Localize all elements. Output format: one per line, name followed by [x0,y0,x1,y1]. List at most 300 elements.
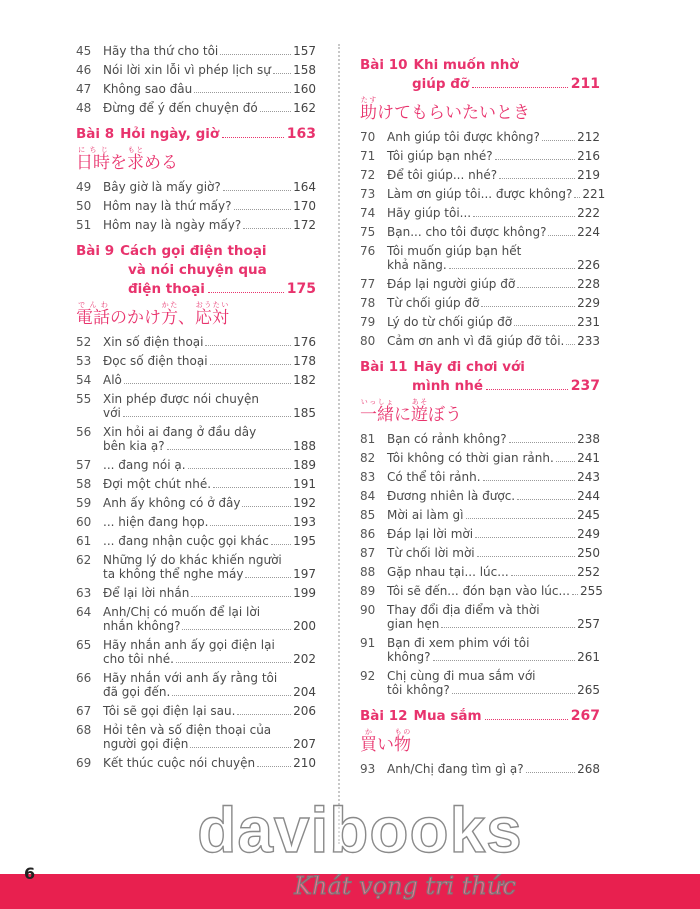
entry-number: 78 [360,296,376,310]
entry-page: 231 [577,315,600,329]
entry-body [387,603,600,631]
entry-title: Hãy giúp tôi... [387,206,472,220]
entry-line [387,683,600,697]
toc-entry[interactable] [76,335,316,349]
entry-number: 47 [76,82,92,96]
toc-entry[interactable] [360,527,600,541]
toc-entry[interactable] [360,669,600,697]
toc-entry[interactable] [76,723,316,751]
entry-title: Mời ai làm gì [387,508,464,522]
entry-number: 45 [76,44,92,58]
dot-leader [191,596,291,597]
entry-page: 221 [582,187,606,201]
entry-body [387,149,600,163]
entry-title: Từ chối lời mời [387,546,475,560]
lesson-heading-line [360,377,600,396]
furigana: もの [394,728,411,736]
toc-entry[interactable] [360,508,600,522]
entry-title-continued: cho tôi nhé. [103,652,174,666]
entry-title: Gặp nhau tại... lúc... [387,565,509,579]
toc-entry[interactable] [360,225,600,239]
dot-leader [213,487,291,488]
furigana: もと [127,146,144,154]
entry-page: 261 [577,650,600,664]
entry-title-continued: khả năng. [387,258,447,272]
entry-page: 244 [577,489,600,503]
toc-entry[interactable] [76,180,316,194]
entry-number: 77 [360,277,376,291]
dot-leader [472,87,568,88]
entry-page: 176 [293,335,316,349]
toc-entry[interactable] [360,565,600,579]
entry-number: 80 [360,334,376,348]
entry-title: Đương nhiên là được. [387,489,516,503]
toc-entry[interactable] [360,187,606,201]
toc-entry[interactable] [360,206,600,220]
japanese-segment: ぼう [428,405,462,425]
entry-body [387,527,600,541]
entry-title: Hãy nhắn với anh ấy rằng tôi [103,671,278,685]
entry-line [387,489,600,503]
japanese-segment [360,728,377,755]
entry-line [387,617,600,631]
entry-body [387,508,600,522]
entry-line [103,477,316,491]
entry-body [387,225,600,239]
toc-entry[interactable] [76,63,316,77]
toc-entry[interactable] [360,584,603,598]
entry-line [387,508,600,522]
dot-leader [220,54,291,55]
watermark-slogan: Khát vọng tri thức [294,872,516,900]
entry-title: Tôi giúp bạn nhé? [387,149,493,163]
dot-leader [495,159,576,160]
toc-entry[interactable] [76,392,316,420]
entry-page: 252 [577,565,600,579]
dot-leader [123,416,291,417]
japanese-base: 物 [394,735,411,755]
toc-entry[interactable] [360,432,600,446]
lesson-page: 237 [570,378,600,394]
japanese-segment [127,146,144,173]
entry-body [387,432,600,446]
entry-number: 66 [76,671,92,685]
entry-line [103,180,316,194]
toc-entry[interactable] [76,218,316,232]
entry-body [387,130,600,144]
entry-title: Xin hỏi ai đang ở đầu dây [103,425,257,439]
toc-entry[interactable] [360,149,600,163]
entry-number: 74 [360,206,376,220]
entry-body [387,636,600,664]
entry-line [387,470,600,484]
dot-leader [526,772,575,773]
toc-entry[interactable] [360,168,600,182]
entry-body [103,218,316,232]
furigana: おうたい [195,301,229,309]
toc-entry[interactable] [76,199,316,213]
toc-entry[interactable] [76,553,316,581]
toc-entry[interactable] [76,373,316,387]
toc-entry[interactable] [360,130,600,144]
dot-leader [517,287,575,288]
entry-body [103,586,316,600]
entry-page: 226 [577,258,600,272]
entry-title-continued: người gọi điện [103,737,189,751]
lesson-japanese-title [360,398,600,426]
toc-entry[interactable] [76,44,316,58]
japanese-segment [161,301,178,328]
entry-body [103,638,316,666]
japanese-segment: のかけ [110,308,161,328]
entry-line [387,650,600,664]
entry-title-continued: nhắn không? [103,619,181,633]
lesson-heading[interactable] [360,56,600,94]
toc-entry[interactable] [360,451,600,465]
lesson-heading-line [360,75,600,94]
entry-number: 49 [76,180,92,194]
dot-leader [182,629,291,630]
lesson-heading[interactable] [360,358,600,396]
entry-line [103,458,316,472]
entry-body [103,723,316,751]
entry-number: 89 [360,584,376,598]
japanese-segment: い [377,735,394,755]
japanese-segment: 、 [178,308,195,328]
entry-line [103,567,316,581]
japanese-base: 買 [360,735,377,755]
entry-page: 185 [293,406,316,420]
entry-title-continued: đã gọi đến. [103,685,171,699]
entry-line [103,63,316,77]
toc-entry[interactable] [76,586,316,600]
dot-leader [222,137,284,138]
entry-body [103,101,316,115]
entry-title: Làm ơn giúp tôi... được không? [387,187,573,201]
toc-entry[interactable] [76,704,316,718]
japanese-segment: に [394,405,411,425]
dot-leader [194,92,291,93]
dot-leader [167,449,292,450]
japanese-segment [360,96,377,123]
entry-title: Hôm nay là thứ mấy? [103,199,232,213]
entry-title: Lý do từ chối giúp đỡ [387,315,513,329]
entry-page: 164 [293,180,316,194]
japanese-segment: める [144,153,178,173]
entry-body [387,244,600,272]
entry-number: 73 [360,187,376,201]
entry-body [103,392,316,420]
entry-line [103,354,316,368]
entry-title: Đợi một chút nhé. [103,477,212,491]
toc-entry[interactable] [76,496,316,510]
entry-number: 52 [76,335,92,349]
entry-number: 63 [76,586,92,600]
dot-leader [190,747,291,748]
lesson-heading[interactable] [76,242,316,299]
entry-line [103,685,316,699]
lesson-page: 163 [286,126,316,142]
toc-entry[interactable] [360,470,600,484]
japanese-base: 求 [127,153,144,173]
toc-entry[interactable] [76,605,316,633]
entry-line [103,44,316,58]
japanese-base: 電話 [76,308,110,328]
entry-number: 86 [360,527,376,541]
toc-entry[interactable] [76,638,316,666]
dot-leader [517,499,575,500]
dot-leader [172,695,291,696]
toc-entry[interactable] [76,425,316,453]
lesson-title-continued: điện thoại [128,281,205,297]
entry-line [103,534,316,548]
entry-body [103,534,316,548]
entry-title: Có thể tôi rảnh. [387,470,481,484]
entry-title: Anh/Chị có muốn để lại lời [103,605,261,619]
entry-body [103,425,316,453]
entry-page: 268 [577,762,600,776]
entry-line [387,527,600,541]
entry-title: Đáp lại lời mời [387,527,474,541]
entry-page: 243 [577,470,600,484]
toc-entry[interactable] [360,277,600,291]
entry-title: Tôi sẽ gọi điện lại sau. [103,704,236,718]
page-number: 6 [24,864,36,883]
entry-body [103,335,316,349]
dot-leader [483,480,576,481]
toc-entry[interactable] [76,756,316,770]
entry-number: 58 [76,477,92,491]
japanese-base: 遊 [411,405,428,425]
lesson-title: Hỏi ngày, giờ [120,126,220,142]
entry-page: 200 [293,619,316,633]
entry-number: 65 [76,638,92,652]
entry-line [387,334,600,348]
lesson-heading-line [360,56,600,75]
dot-leader [485,719,568,720]
entry-body [387,451,600,465]
entry-page: 191 [293,477,316,491]
entry-body [387,565,600,579]
entry-body [387,168,600,182]
entry-body [103,671,316,699]
entry-body [387,762,600,776]
entry-line [387,258,600,272]
entry-page: 182 [293,373,316,387]
dot-leader [210,364,292,365]
entry-title: Chị cùng đi mua sắm với [387,669,536,683]
entry-title: Hãy nhắn anh ấy gọi điện lại [103,638,275,652]
entry-body [103,44,316,58]
entry-number: 67 [76,704,92,718]
japanese-base: 方 [161,308,178,328]
entry-title: Bây giờ là mấy giờ? [103,180,221,194]
entry-page: 265 [577,683,600,697]
entry-title: Từ chối giúp đỡ [387,296,480,310]
lesson-japanese-title [360,96,600,124]
entry-number: 56 [76,425,92,439]
entry-page: 212 [577,130,600,144]
entry-page: 199 [293,586,316,600]
entry-line [103,199,316,213]
japanese-base: 一緒 [360,405,394,425]
entry-number: 85 [360,508,376,522]
entry-page: 216 [577,149,600,163]
dot-leader [245,577,291,578]
entry-page: 204 [293,685,316,699]
entry-line [103,619,316,633]
toc-entry[interactable] [360,762,600,776]
entry-title: Anh/Chị đang tìm gì ạ? [387,762,524,776]
toc-entry[interactable] [76,354,316,368]
entry-page: 188 [293,439,316,453]
entry-title: Nói lời xin lỗi vì phép lịch sự [103,63,271,77]
entry-title-continued: gian hẹn [387,617,440,631]
dot-leader [237,714,291,715]
entry-page: 224 [577,225,600,239]
entry-number: 76 [360,244,376,258]
entry-number: 70 [360,130,376,144]
entry-body [103,82,316,96]
entry-title-continued: tôi không? [387,683,450,697]
toc-right-column [360,44,606,781]
toc-entry[interactable] [76,458,316,472]
entry-body [387,470,600,484]
entry-number: 71 [360,149,376,163]
entry-body [387,296,600,310]
lesson-heading-line [76,125,316,144]
entry-page: 170 [293,199,316,213]
entry-line [387,187,606,201]
furigana: か [360,728,377,736]
entry-title: Alô [103,373,122,387]
toc-entry[interactable] [76,671,316,699]
toc-entry[interactable] [76,101,316,115]
dot-leader [208,292,284,293]
toc-entry[interactable] [76,534,316,548]
entry-number: 72 [360,168,376,182]
japanese-segment [76,146,110,173]
entry-line [103,373,316,387]
dot-leader [210,525,291,526]
entry-title: ... đang nói ạ. [103,458,186,472]
lesson-heading-line [76,242,316,261]
entry-line [387,168,600,182]
entry-number: 75 [360,225,376,239]
entry-line [103,586,316,600]
toc-entry[interactable] [76,477,316,491]
entry-number: 93 [360,762,376,776]
entry-line [387,149,600,163]
entry-body [103,496,316,510]
entry-title: ... hiện đang họp. [103,515,209,529]
toc-entry[interactable] [360,334,600,348]
entry-page: 241 [577,451,600,465]
toc-entry[interactable] [360,636,600,664]
furigana: かた [161,301,178,309]
toc-entry[interactable] [360,244,600,272]
entry-body [103,756,316,770]
toc-entry[interactable] [360,315,600,329]
entry-title: Đọc số điện thoại [103,354,208,368]
entry-body [103,199,316,213]
lesson-page: 175 [286,281,316,297]
lesson-title: Cách gọi điện thoại [120,243,267,259]
entry-number: 51 [76,218,92,232]
dot-leader [449,268,575,269]
entry-page: 195 [293,534,316,548]
dot-leader [223,190,291,191]
dot-leader [273,73,291,74]
entry-title: Không sao đâu [103,82,193,96]
entry-title: Bạn đi xem phim với tôi [387,636,530,650]
dot-leader [556,461,575,462]
japanese-segment: を [110,153,127,173]
entry-number: 69 [76,756,92,770]
dot-leader [176,662,291,663]
entry-title-continued: bên kia ạ? [103,439,165,453]
entry-page: 249 [577,527,600,541]
entry-body [103,458,316,472]
entry-title: Đáp lại người giúp đỡ [387,277,516,291]
entry-title: Tôi muốn giúp bạn hết [387,244,522,258]
toc-entry[interactable] [360,546,600,560]
dot-leader [243,228,291,229]
entry-page: 257 [577,617,600,631]
entry-page: 162 [293,101,316,115]
entry-number: 46 [76,63,92,77]
dot-leader [234,209,292,210]
lesson-number: Bài 12 [360,708,408,724]
dot-leader [477,556,575,557]
dot-leader [574,197,580,198]
entry-line [103,439,316,453]
toc-entry[interactable] [76,515,316,529]
lesson-page: 211 [570,76,600,92]
entry-page: 172 [293,218,316,232]
entry-page: 207 [293,737,316,751]
lesson-number: Bài 9 [76,243,115,259]
lesson-heading[interactable] [76,125,316,144]
dot-leader [188,468,292,469]
entry-body [387,277,600,291]
column-divider [338,44,340,844]
entry-title: Xin phép được nói chuyện [103,392,259,406]
toc-left-column [76,44,316,775]
toc-entry[interactable] [76,82,316,96]
dot-leader [433,660,576,661]
toc-entry[interactable] [360,489,600,503]
lesson-title: Mua sắm [413,708,482,724]
japanese-base: 日時 [76,153,110,173]
toc-entry[interactable] [360,603,600,631]
toc-entry[interactable] [360,296,600,310]
entry-body [103,515,316,529]
lesson-heading[interactable] [360,707,600,726]
entry-number: 59 [76,496,92,510]
lesson-heading-line [360,358,600,377]
entry-body [387,489,600,503]
entry-line [387,206,600,220]
entry-line [387,584,603,598]
dot-leader [486,389,568,390]
entry-line [103,496,316,510]
entry-page: 238 [577,432,600,446]
entry-line [103,218,316,232]
entry-page: 178 [293,354,316,368]
entry-body [387,206,600,220]
lesson-title: Khi muốn nhờ [413,57,519,73]
